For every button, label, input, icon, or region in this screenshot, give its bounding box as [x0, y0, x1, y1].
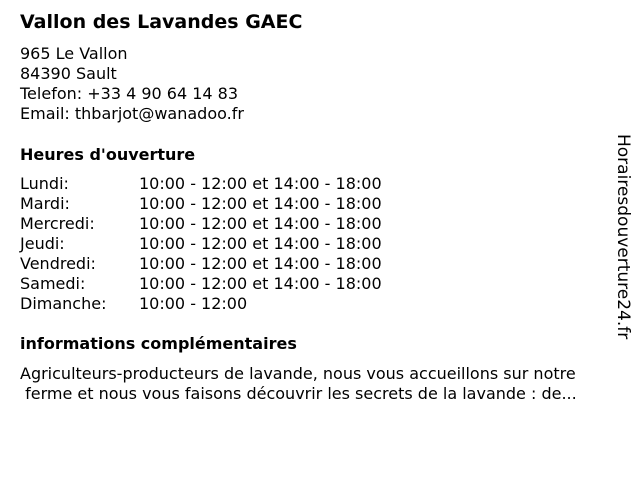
day-label: Jeudi:: [20, 234, 65, 253]
day-label: Vendredi:: [20, 254, 96, 273]
time-range: 10:00 - 12:00 et 14:00 - 18:00: [139, 174, 382, 193]
day-label: Lundi:: [20, 174, 69, 193]
address-block: [20, 44, 244, 124]
address-city: 84390 Sault: [20, 64, 117, 83]
time-range: 10:00 - 12:00 et 14:00 - 18:00: [139, 194, 382, 213]
time-range: 10:00 - 12:00 et 14:00 - 18:00: [139, 254, 382, 273]
day-label: Mercredi:: [20, 214, 95, 233]
time-range: 10:00 - 12:00 et 14:00 - 18:00: [139, 274, 382, 293]
email-address: Email: thbarjot@wanadoo.fr: [20, 104, 244, 123]
address-street: 965 Le Vallon: [20, 44, 128, 63]
site-watermark: Horairesdouverture24.fr: [613, 134, 633, 340]
business-description: [20, 364, 632, 404]
description-line: ferme et nous vous faisons découvrir les secrets de la lavande : de...: [20, 384, 577, 403]
day-label: Dimanche:: [20, 294, 107, 313]
phone-number: Telefon: +33 4 90 64 14 83: [20, 84, 239, 103]
description-line: Agriculteurs-producteurs de lavande, nous vous accueillons sur notre: [20, 364, 576, 383]
business-name: Vallon des Lavandes GAEC: [20, 11, 303, 33]
info-heading: informations complémentaires: [20, 334, 297, 353]
time-range: 10:00 - 12:00 et 14:00 - 18:00: [139, 214, 382, 233]
day-label: Mardi:: [20, 194, 70, 213]
hours-heading: Heures d'ouverture: [20, 145, 196, 164]
day-label: Samedi:: [20, 274, 86, 293]
time-range: 10:00 - 12:00 et 14:00 - 18:00: [139, 234, 382, 253]
time-range: 10:00 - 12:00: [139, 294, 248, 313]
